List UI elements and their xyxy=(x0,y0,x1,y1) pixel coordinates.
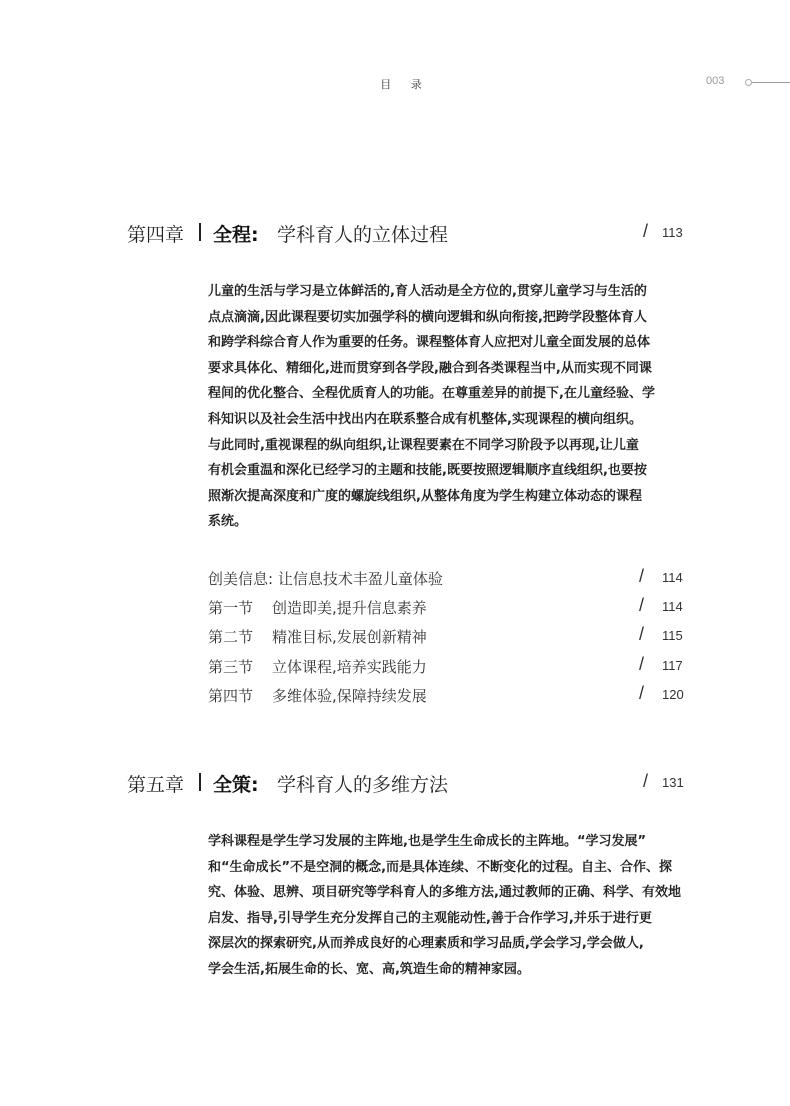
chapter-4-heading[interactable] xyxy=(127,220,687,250)
entry-title: 立体课程,培养实践能力 xyxy=(272,657,427,676)
entry-title: 创造即美,提升信息素养 xyxy=(272,599,427,618)
summary-line: 照渐次提高深度和广度的螺旋线组织,从整体角度为学生构建立体动态的课程 xyxy=(208,488,642,504)
chapter-divider-bar xyxy=(199,773,201,791)
entry-title: 精准目标,发展创新精神 xyxy=(272,628,427,647)
entry-title: 多维体验,保障持续发展 xyxy=(272,686,427,705)
chapter-4-entries xyxy=(208,566,688,712)
summary-line: 与此同时,重视课程的纵向组织,让课程要素在不同学习阶段予以再现,让儿童 xyxy=(208,437,639,453)
entry-page: 114 xyxy=(662,599,683,615)
page-slash: / xyxy=(639,682,645,703)
chapter-divider-bar xyxy=(199,223,201,241)
chapter-number: 第五章 xyxy=(127,774,185,796)
summary-line: 深层次的探索研究,从而养成良好的心理素质和学习品质,学会学习,学会做人, xyxy=(208,936,644,952)
entry-section-number: 第四节 xyxy=(208,686,254,705)
chapter-number: 第四章 xyxy=(127,224,185,246)
toc-entry-section-intro[interactable] xyxy=(208,566,688,595)
entry-page: 115 xyxy=(662,628,683,644)
running-header-title: 目 录 xyxy=(380,78,430,91)
summary-line: 科知识以及社会生活中找出内在联系整合成有机整体,实现课程的横向组织。 xyxy=(208,411,642,427)
summary-line: 究、体验、思辨、项目研究等学科育人的多维方法,通过教师的正确、科学、有效地 xyxy=(208,885,681,901)
chapter-4-summary xyxy=(208,279,688,535)
page-slash: / xyxy=(643,771,649,791)
summary-line: 学科课程是学生学习发展的主阵地,也是学生生命成长的主阵地。“学习发展” xyxy=(208,834,647,849)
summary-line: 有机会重温和深化已经学习的主题和技能,既要按照逻辑顺序直线组织,也要按 xyxy=(208,463,647,479)
chapter-keyword: 全程: xyxy=(213,224,259,246)
summary-line: 和跨学科综合育人作为重要的任务。课程整体育人应把对儿童全面发展的总体 xyxy=(208,335,651,351)
toc-entry-section-3[interactable] xyxy=(208,654,688,683)
chapter-5-heading[interactable] xyxy=(127,770,687,800)
summary-line: 要求具体化、精细化,进而贯穿到各学段,融合到各类课程当中,从而实现不同课 xyxy=(208,360,652,376)
chapter-title: 学科育人的多维方法 xyxy=(277,774,449,796)
summary-line: 点点滴滴,因此课程要切实加强学科的横向逻辑和纵向衔接,把跨学段整体育人 xyxy=(208,309,647,325)
entry-label: 创美信息: 让信息技术丰盈儿童体验 xyxy=(208,570,443,588)
page-slash: / xyxy=(643,221,649,241)
entry-section-number: 第三节 xyxy=(208,657,254,676)
toc-entry-section-2[interactable] xyxy=(208,624,688,653)
summary-line: 儿童的生活与学习是立体鲜活的,育人活动是全方位的,贯穿儿童学习与生活的 xyxy=(208,284,647,299)
chapter-page: 113 xyxy=(662,225,683,240)
entry-page: 120 xyxy=(662,686,684,702)
chapter-5-summary xyxy=(208,829,688,983)
toc-entry-section-4[interactable] xyxy=(208,683,688,712)
entry-section-number: 第二节 xyxy=(208,628,254,647)
summary-line: 程间的优化整合、全程优质育人的功能。在尊重差异的前提下,在儿童经验、学 xyxy=(208,386,655,402)
chapter-page: 131 xyxy=(662,775,684,790)
page-slash: / xyxy=(639,653,645,674)
page-number: 003 xyxy=(706,75,725,87)
entry-section-number: 第一节 xyxy=(208,599,254,618)
page-slash: / xyxy=(639,566,645,586)
entry-page: 117 xyxy=(662,657,683,673)
entry-page: 114 xyxy=(662,570,683,585)
summary-line: 系统。 xyxy=(208,514,248,530)
chapter-keyword: 全策: xyxy=(213,774,259,796)
summary-line: 启发、指导,引导学生充分发挥自己的主观能动性,善于合作学习,并乐于进行更 xyxy=(208,910,652,926)
page-slash: / xyxy=(639,624,645,645)
toc-entry-section-1[interactable] xyxy=(208,595,688,624)
page-marker-line xyxy=(752,82,790,83)
summary-line: 和“生命成长”不是空洞的概念,而是具体连续、不断变化的过程。自主、合作、探 xyxy=(208,859,673,875)
page-marker-dot xyxy=(745,79,752,86)
chapter-title: 学科育人的立体过程 xyxy=(277,224,449,246)
page-slash: / xyxy=(639,595,645,616)
summary-line: 学会生活,拓展生命的长、宽、高,筑造生命的精神家园。 xyxy=(208,961,530,977)
